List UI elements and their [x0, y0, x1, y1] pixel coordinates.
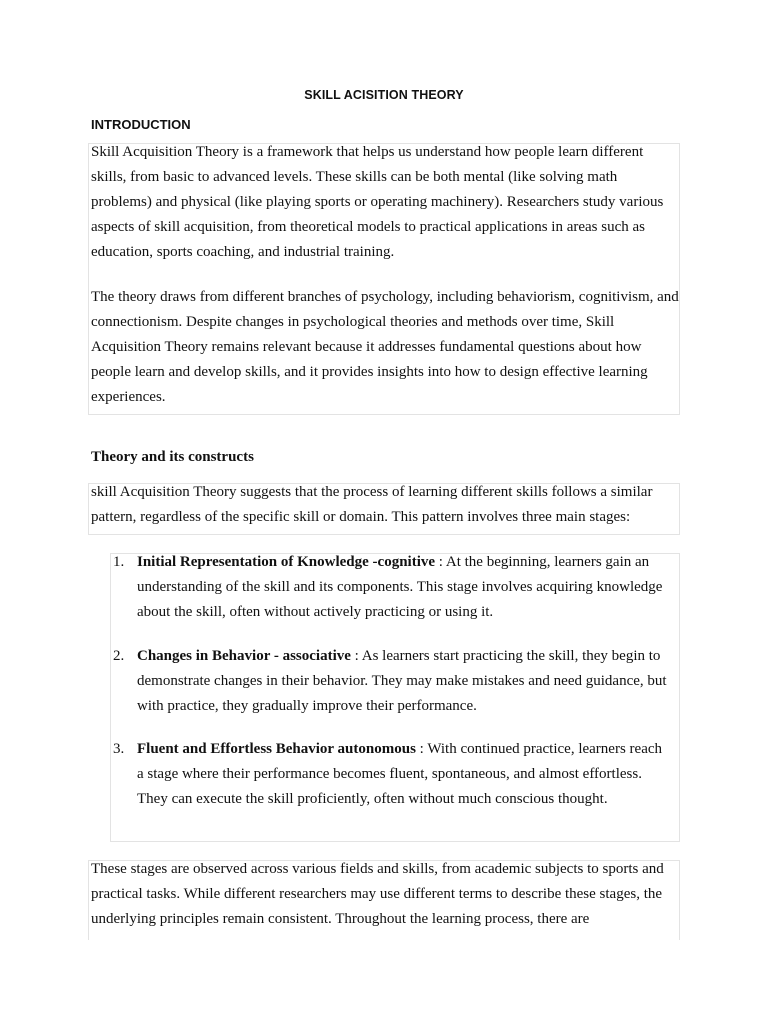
stage-body [137, 644, 669, 719]
stage-number: 2. [113, 648, 125, 664]
section-intro-paragraph: skill Acquisition Theory suggests that the process of learning different skills follows a similar pattern, regardless of the specific skill or domain. This pattern involves three main stages: [91, 484, 653, 525]
stage-description: : With continued practice, learners reach a stage where their performance becomes fluent, spontaneous, and almost effortless. They can execute the skill proficiently, often without much conscious thought. [137, 741, 663, 807]
closing-paragraph: These stages are observed across various fields and skills, from academic subjects to sports and practical tasks. While different researchers may use different terms to describe these stages, the underlying principles remain consistent. Throughout the learning process, there are [91, 861, 664, 927]
document-title: SKILL ACISITION THEORY [304, 88, 464, 102]
stage-number: 3. [113, 741, 125, 757]
introduction-heading: INTRODUCTION [91, 117, 191, 132]
stage-body [137, 550, 669, 625]
intro-paragraph-1: Skill Acquisition Theory is a framework that helps us understand how people learn different skills, from basic to advanced levels. These skills can be both mental (like solving math problems) and physical (like playing sports or operating machinery). Researchers study various aspects of skill acquisition, from theoretical models to practical applications in areas such as education, sports coaching, and industrial training. [91, 144, 664, 260]
theory-section-heading: Theory and its constructs [91, 449, 254, 465]
intro-paragraph-2: The theory draws from different branches of psychology, including behaviorism, cognitivism, and connectionism. Despite changes in psychological theories and methods over time, Skill Acquisition Theory remains relevant because it addresses fundamental questions about how people learn and develop skills, and it provides insights into how to design effective learning experiences. [91, 289, 679, 405]
stage-term: Changes in Behavior - associative [137, 648, 351, 664]
stage-number: 1. [113, 554, 125, 570]
stage-description: : At the beginning, learners gain an understanding of the skill and its components. This stage involves acquiring knowledge about the skill, often without actively practicing or using it. [137, 554, 663, 620]
stage-term: Initial Representation of Knowledge -cognitive [137, 554, 436, 570]
stage-body [137, 737, 669, 812]
stage-description: : As learners start practicing the skill, they begin to demonstrate changes in their behavior. They may make mistakes and need guidance, but with practice, they gradually improve their performance. [137, 648, 667, 714]
stage-term: Fluent and Effortless Behavior autonomous [137, 741, 416, 757]
